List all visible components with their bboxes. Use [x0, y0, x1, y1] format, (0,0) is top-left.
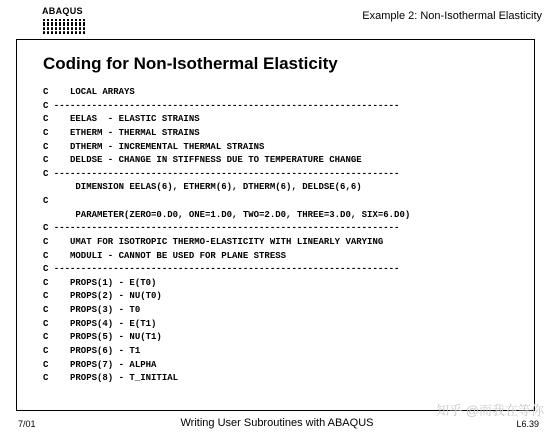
abaqus-logo	[42, 6, 88, 36]
footer-course-title: Writing User Subroutines with ABAQUS	[180, 417, 374, 429]
code-line: C PROPS(3) - T0	[43, 305, 141, 315]
code-line: C MODULI - CANNOT BE USED FOR PLANE STRESS	[43, 250, 287, 261]
code-line: C ETHERM - THERMAL STRAINS	[43, 127, 200, 138]
code-line: C PROPS(2) - NU(T0)	[43, 291, 162, 302]
watermark: 知乎 @而我在等你	[436, 403, 544, 418]
logo-text: ABAQUS	[42, 6, 83, 16]
code-listing	[43, 86, 410, 386]
footer-date: 7/01	[18, 419, 36, 429]
code-line: C EELAS - ELASTIC STRAINS	[43, 114, 200, 125]
code-line: C	[43, 196, 49, 206]
code-line: C DELDSE - CHANGE IN STIFFNESS DUE TO TEMPERATURE CHANGE	[43, 155, 362, 166]
code-line: C LOCAL ARRAYS	[43, 87, 135, 97]
code-line: C ----------------------------------------------------------------	[43, 100, 400, 111]
code-line: C PROPS(6) - T1	[43, 345, 141, 356]
code-line: C UMAT FOR ISOTROPIC THERMO-ELASTICITY WITH LINEARLY VARYING	[43, 236, 384, 247]
code-line: C DTHERM - INCREMENTAL THERMAL STRAINS	[43, 141, 265, 152]
code-line: C PROPS(1) - E(T0)	[43, 277, 157, 288]
footer-page-number: L6.39	[516, 419, 539, 429]
code-line: C PROPS(7) - ALPHA	[43, 359, 157, 370]
code-line: C PROPS(8) - T_INITIAL	[43, 373, 179, 384]
logo-bars-icon	[43, 19, 87, 34]
code-line: C ----------------------------------------------------------------	[43, 168, 400, 179]
code-line: C PROPS(4) - E(T1)	[43, 318, 157, 329]
slide-section-title: Example 2: Non-Isothermal Elasticity	[362, 10, 542, 22]
code-line: PARAMETER(ZERO=0.D0, ONE=1.D0, TWO=2.D0, THREE=3.D0, SIX=6.D0)	[43, 209, 411, 220]
code-line: C ----------------------------------------------------------------	[43, 223, 400, 234]
code-line: C PROPS(5) - NU(T1)	[43, 332, 162, 343]
page-title: Coding for Non-Isothermal Elasticity	[43, 54, 338, 73]
code-line: DIMENSION EELAS(6), ETHERM(6), DTHERM(6), DELDSE(6,6)	[43, 182, 362, 193]
code-line: C ----------------------------------------------------------------	[43, 264, 400, 275]
